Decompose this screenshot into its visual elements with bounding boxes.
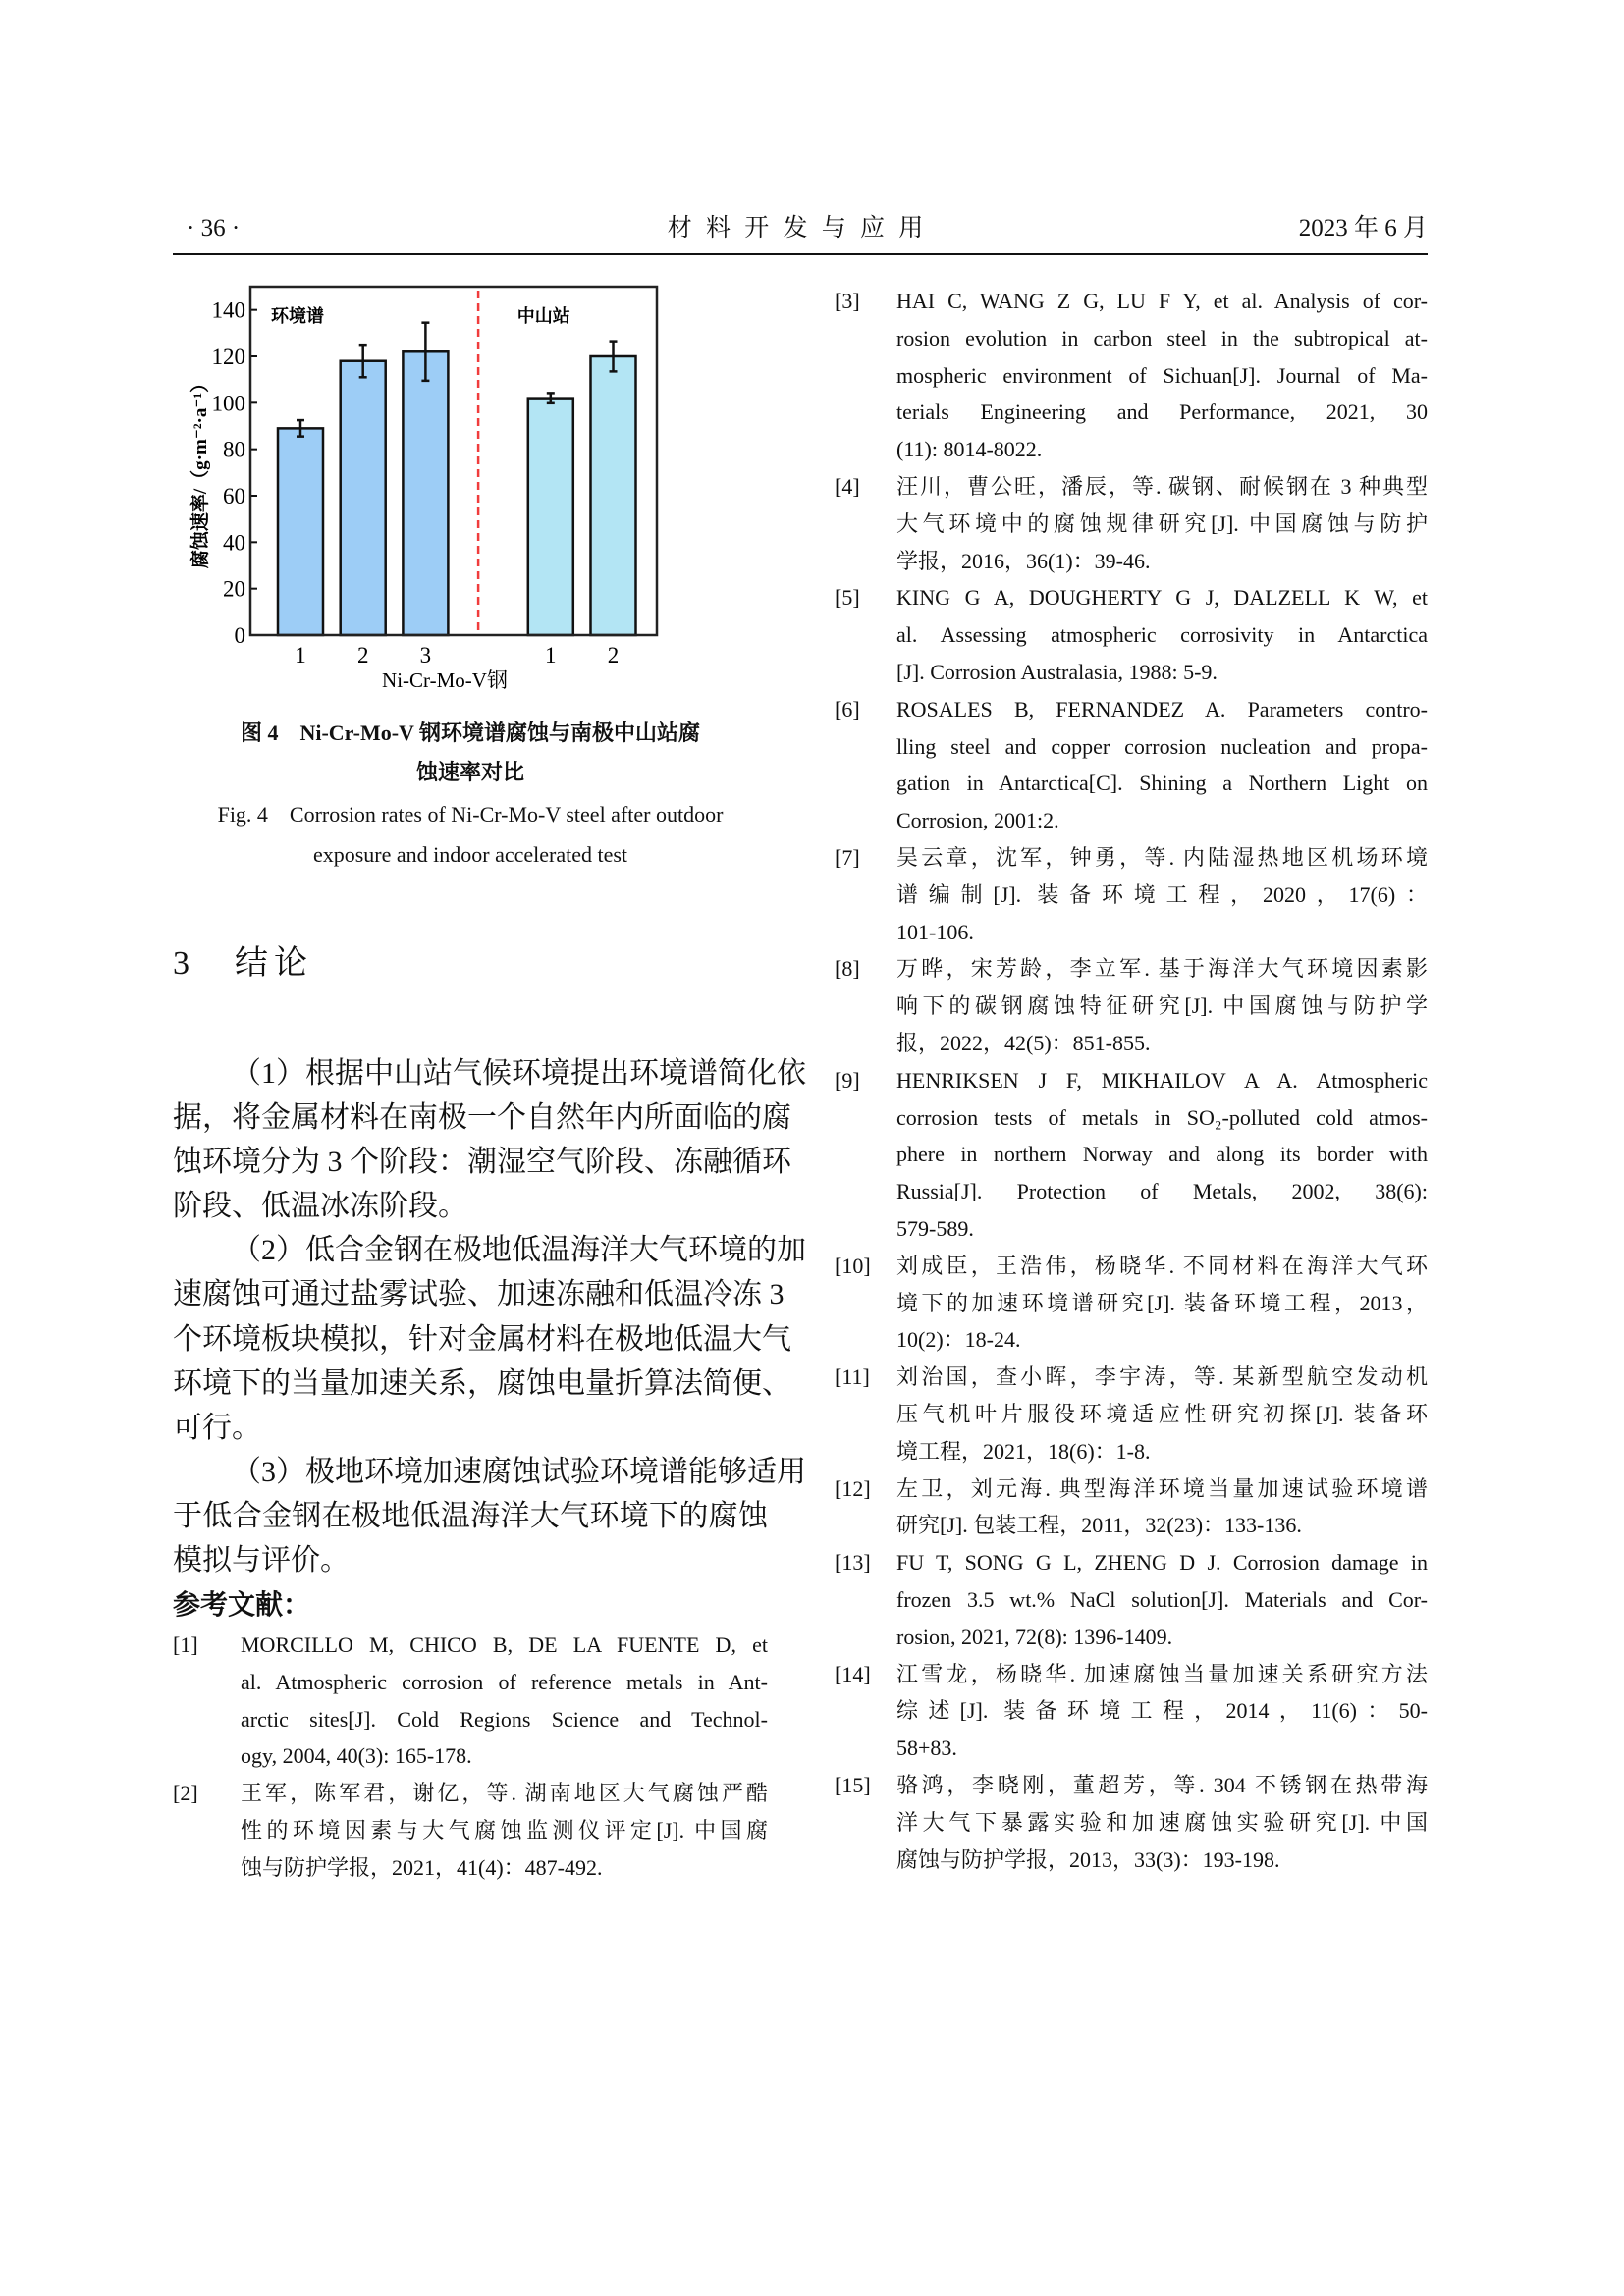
reference-item bbox=[835, 1544, 1428, 1655]
paragraph-3-line: 模拟与评价。 bbox=[173, 1544, 350, 1577]
reference-item bbox=[835, 1359, 1428, 1469]
reference-line: arctic sites[J]. Cold Regions Science and Technol- bbox=[241, 1706, 768, 1732]
reference-number: [13] bbox=[835, 1550, 871, 1575]
reference-item bbox=[835, 1470, 1428, 1545]
paragraph-2-line: 可行。 bbox=[173, 1411, 261, 1444]
reference-line: 腐蚀与防护学报，2013，33(3)：193-198. bbox=[896, 1846, 1280, 1872]
paragraph-1-line: 据，将金属材料在南极一个自然年内所面临的腐 bbox=[173, 1101, 791, 1135]
reference-line: 汪川，曹公旺，潘辰，等. 碳钢、耐候钢在 3 种典型 bbox=[896, 474, 1428, 499]
reference-item bbox=[835, 1248, 1428, 1359]
reference-number: [14] bbox=[835, 1661, 871, 1686]
reference-item bbox=[835, 468, 1428, 579]
y-tick-label: 100 bbox=[211, 391, 245, 416]
paragraph-1-line: 蚀环境分为 3 个阶段：潮湿空气阶段、冻融循环 bbox=[173, 1146, 791, 1179]
reference-line: mospheric environment of Sichuan[J]. Journal of Ma- bbox=[896, 362, 1428, 388]
reference-line: FU T, SONG G L, ZHENG D J. Corrosion damage in bbox=[896, 1550, 1428, 1575]
y-tick-label: 140 bbox=[211, 297, 245, 323]
reference-line: 刘治国，查小晖，李宇涛，等. 某新型航空发动机 bbox=[896, 1364, 1428, 1390]
reference-line: 大气环境中的腐蚀规律研究[J]. 中国腐蚀与防护 bbox=[896, 510, 1428, 536]
reference-number: [9] bbox=[835, 1067, 860, 1093]
x-axis-label: Ni-Cr-Mo-V钢 bbox=[382, 668, 508, 692]
reference-line: gation in Antarctica[C]. Shining a Northern Light on bbox=[896, 771, 1428, 796]
reference-line: 报，2022，42(5)：851-855. bbox=[896, 1030, 1151, 1055]
reference-item bbox=[835, 283, 1428, 468]
references-heading: 参考文献： bbox=[173, 1590, 311, 1621]
x-tick-label: 1 bbox=[295, 643, 306, 667]
reference-item bbox=[835, 950, 1428, 1061]
reference-line: 综述[J]. 装备环境工程，2014，11(6)：50- bbox=[896, 1698, 1428, 1724]
reference-item bbox=[835, 691, 1428, 839]
reference-line: 洋大气下暴露实验和加速腐蚀实验研究[J]. 中国 bbox=[896, 1809, 1428, 1835]
reference-item bbox=[835, 579, 1428, 690]
header-rule bbox=[173, 253, 1428, 255]
reference-number: [15] bbox=[835, 1773, 871, 1797]
reference-line: Russia[J]. Protection of Metals, 2002, 38(6): bbox=[896, 1179, 1428, 1204]
bar bbox=[403, 351, 448, 635]
y-tick-label: 0 bbox=[234, 623, 245, 648]
reference-line: Corrosion, 2001:2. bbox=[896, 808, 1059, 833]
reference-item bbox=[173, 1775, 768, 1886]
y-tick-label: 20 bbox=[223, 576, 245, 602]
reference-line: ROSALES B, FERNANDEZ A. Parameters contro- bbox=[896, 696, 1428, 721]
reference-line: 压气机叶片服役环境适应性研究初探[J]. 装备环 bbox=[896, 1401, 1428, 1426]
reference-item bbox=[835, 1656, 1428, 1767]
reference-line: 万晔，宋芳龄，李立军. 基于海洋大气环境因素影 bbox=[896, 956, 1428, 982]
reference-line: KING G A, DOUGHERTY G J, DALZELL K W, et bbox=[896, 585, 1428, 611]
reference-line: 蚀与防护学报，2021，41(4)：487-492. bbox=[241, 1854, 603, 1880]
y-tick-label: 40 bbox=[223, 530, 245, 556]
reference-number: [4] bbox=[835, 474, 860, 499]
reference-number: [12] bbox=[835, 1475, 871, 1501]
paragraph-3-line: 于低合金钢在极地低温海洋大气环境下的腐蚀 bbox=[173, 1499, 768, 1532]
reference-number: [1] bbox=[173, 1632, 198, 1657]
reference-number: [5] bbox=[835, 585, 860, 611]
issue-date: 2023 年 6 月 bbox=[1298, 215, 1428, 241]
section-heading: 3 结论 bbox=[173, 945, 313, 982]
reference-line: 骆鸿，李晓刚，董超芳，等. 304 不锈钢在热带海 bbox=[896, 1773, 1428, 1797]
reference-line: 579-589. bbox=[896, 1215, 974, 1241]
reference-line: al. Atmospheric corrosion of reference metals in Ant- bbox=[241, 1669, 768, 1694]
y-tick-label: 60 bbox=[223, 484, 245, 508]
reference-line: ogy, 2004, 40(3): 165-178. bbox=[241, 1743, 472, 1769]
y-tick-label: 80 bbox=[223, 437, 245, 462]
paragraph-2-line: （2）低合金钢在极地低温海洋大气环境的加 bbox=[232, 1234, 806, 1267]
reference-number: [2] bbox=[173, 1781, 198, 1806]
group-label: 环境谱 bbox=[271, 306, 324, 326]
x-tick-label: 2 bbox=[356, 643, 369, 667]
reference-item bbox=[835, 1062, 1428, 1248]
reference-line: 研究[J]. 包装工程，2011，32(23)：133-136. bbox=[896, 1513, 1302, 1538]
reference-number: [10] bbox=[835, 1253, 871, 1278]
conclusion-body bbox=[173, 1051, 806, 1582]
reference-line: phere in northern Norway and along its border with bbox=[896, 1142, 1428, 1167]
reference-line: MORCILLO M, CHICO B, DE LA FUENTE D, et bbox=[241, 1632, 768, 1657]
reference-line: 境下的加速环境谱研究[J]. 装备环境工程，2013， bbox=[896, 1290, 1428, 1315]
reference-line: 响下的碳钢腐蚀特征研究[J]. 中国腐蚀与防护学 bbox=[896, 993, 1428, 1019]
reference-number: [7] bbox=[835, 845, 860, 870]
reference-item bbox=[173, 1627, 768, 1775]
paragraph-3-line: （3）极地环境加速腐蚀试验环境谱能够适用 bbox=[232, 1455, 806, 1488]
reference-number: [11] bbox=[835, 1364, 870, 1390]
x-tick-label: 1 bbox=[545, 643, 557, 667]
reference-line: 58+83. bbox=[896, 1735, 957, 1761]
reference-line: HENRIKSEN J F, MIKHAILOV A A. Atmospheric bbox=[896, 1067, 1428, 1093]
paragraph-2-line: 速腐蚀可通过盐雾试验、加速冻融和低温冷冻 3 bbox=[173, 1278, 785, 1311]
reference-line: 境工程，2021，18(6)：1-8. bbox=[896, 1438, 1151, 1464]
bar bbox=[528, 399, 573, 635]
paragraph-2-line: 环境下的当量加速关系，腐蚀电量折算法简便、 bbox=[173, 1366, 791, 1400]
reference-line: 谱编制[J]. 装备环境工程，2020，17(6)： bbox=[896, 881, 1428, 907]
reference-line: 左卫，刘元海. 典型海洋环境当量加速试验环境谱 bbox=[896, 1475, 1428, 1501]
reference-line: 性的环境因素与大气腐蚀监测仪评定[J]. 中国腐 bbox=[241, 1817, 768, 1842]
bar bbox=[278, 428, 323, 635]
reference-line: terials Engineering and Performance, 2021, 30 bbox=[896, 400, 1428, 425]
reference-line: HAI C, WANG Z G, LU F Y, et al. Analysis of cor- bbox=[896, 289, 1428, 313]
corrosion-rate-bar-chart bbox=[167, 275, 766, 707]
reference-line: lling steel and copper corrosion nucleation and propa- bbox=[896, 733, 1428, 759]
caption-en-line1: Fig. 4 Corrosion rates of Ni-Cr-Mo-V steel after outdoor bbox=[217, 802, 724, 827]
caption-cn-line2: 蚀速率对比 bbox=[415, 760, 524, 784]
reference-number: [8] bbox=[835, 956, 860, 982]
reference-line: 刘成臣，王浩伟，杨晓华. 不同材料在海洋大气环 bbox=[896, 1253, 1428, 1278]
reference-line: corrosion tests of metals in SO₂-polluted cold atmos- bbox=[896, 1104, 1428, 1130]
caption-en-line2: exposure and indoor accelerated test bbox=[312, 842, 628, 867]
x-tick-label: 2 bbox=[607, 643, 620, 667]
reference-line: [J]. Corrosion Australasia, 1988: 5-9. bbox=[896, 659, 1218, 684]
caption-cn-line1: 图 4 Ni-Cr-Mo-V 钢环境谱腐蚀与南极中山站腐 bbox=[240, 721, 701, 745]
reference-line: 10(2)：18-24. bbox=[896, 1327, 1021, 1353]
paragraph-2-line: 个环境板块模拟，针对金属材料在极地低温大气 bbox=[173, 1322, 791, 1356]
paragraph-1-line: 阶段、低温冰冻阶段。 bbox=[173, 1190, 467, 1223]
reference-number: [6] bbox=[835, 696, 860, 721]
reference-line: rosion evolution in carbon steel in the subtropical at- bbox=[896, 325, 1428, 350]
reference-line: rosion, 2021, 72(8): 1396-1409. bbox=[896, 1624, 1173, 1649]
reference-line: 吴云章，沈军，钟勇，等. 内陆湿热地区机场环境 bbox=[896, 845, 1428, 870]
reference-item bbox=[835, 1767, 1428, 1878]
reference-line: al. Assessing atmospheric corrosivity in Antarctica bbox=[896, 622, 1428, 648]
reference-line: (11): 8014-8022. bbox=[896, 437, 1043, 462]
reference-line: 江雪龙，杨晓华. 加速腐蚀当量加速关系研究方法 bbox=[896, 1661, 1428, 1686]
reference-line: 王军，陈军君，谢亿，等. 湖南地区大气腐蚀严酷 bbox=[241, 1781, 768, 1806]
reference-line: 101-106. bbox=[896, 919, 974, 944]
paragraph-1-line: （1）根据中山站气候环境提出环境谱简化依 bbox=[232, 1057, 806, 1090]
y-tick-label: 120 bbox=[211, 345, 245, 369]
reference-line: frozen 3.5 wt.% NaCl solution[J]. Materials and Cor- bbox=[896, 1586, 1428, 1612]
bar bbox=[341, 361, 386, 635]
page-number: · 36 · bbox=[187, 215, 241, 241]
reference-line: 学报，2016，36(1)：39-46. bbox=[896, 548, 1151, 573]
journal-title: 材 料 开 发 与 应 用 bbox=[667, 215, 928, 241]
x-tick-label: 3 bbox=[419, 643, 432, 667]
reference-number: [3] bbox=[835, 289, 860, 313]
y-axis-label: 腐蚀速率/（g·m⁻²·a⁻¹） bbox=[190, 373, 211, 569]
bar bbox=[591, 356, 636, 635]
group-label: 中山站 bbox=[516, 306, 570, 326]
reference-item bbox=[835, 839, 1428, 950]
